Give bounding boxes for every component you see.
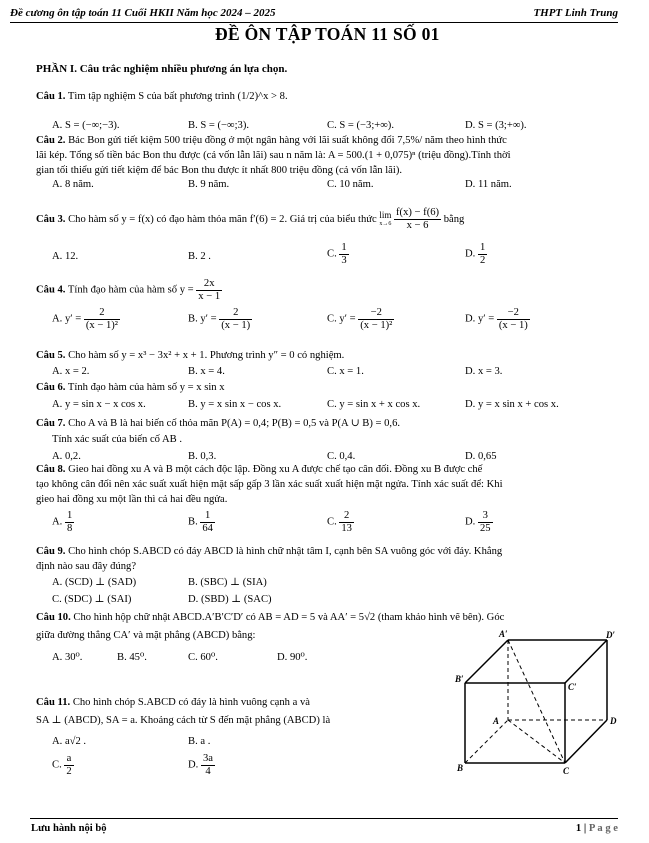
- option-b[interactable]: B. (SBC) ⊥ (SIA): [188, 577, 267, 588]
- option-b[interactable]: B. 45⁰.: [117, 652, 147, 663]
- header-rule: [10, 22, 618, 23]
- option-a[interactable]: A. x = 2.: [52, 366, 90, 377]
- vertex-label: D′: [606, 630, 616, 640]
- vertex-label: B′: [455, 674, 464, 684]
- question-label: Câu 9.: [36, 546, 66, 557]
- question-text-line-2: tạo không cân đối nên xác suất xuất hiện mặt sấp gấp 3 lần xác suất xuất hiện mặt ngửa. Tính xác suất để: Khi: [36, 479, 503, 490]
- question-label: Câu 7.: [36, 418, 66, 429]
- question-text: Tính đạo hàm của hàm số y =: [67, 284, 194, 296]
- option-b[interactable]: B. S = (−∞;3).: [188, 120, 249, 131]
- question-text: Cho hàm số y = f(x) có đạo hàm thỏa mãn f′(6) = 2. Giá trị của biểu thức: [68, 214, 377, 225]
- question-label: Câu 5.: [36, 350, 66, 361]
- section-heading: PHẦN I. Câu trắc nghiệm nhiều phương án lựa chọn.: [36, 63, 288, 75]
- option-a[interactable]: A. a√2 .: [52, 736, 87, 747]
- question-text: Tìm tập nghiệm S của bất phương trình (1/2)^x > 8.: [67, 91, 288, 102]
- option-c[interactable]: C. 10 năm.: [327, 179, 374, 190]
- option-b[interactable]: B. y′ = $\frac{2}{(x - 1)}$: [188, 307, 251, 331]
- option-c[interactable]: C. $\frac{1}{3}$: [327, 242, 347, 266]
- option-b[interactable]: B. x = 4.: [188, 366, 225, 377]
- question-text-line-2: giữa đường thẳng CA′ và mặt phẳng (ABCD) bằng:: [36, 630, 256, 641]
- question-label: Câu 11.: [36, 697, 71, 708]
- vertex-label: A: [493, 716, 500, 726]
- question-text: Tính đạo hàm của hàm số y = x sin x: [67, 382, 225, 393]
- function-fraction: $\frac{2x}{x - 1}$: [198, 278, 221, 302]
- cuboid-figure: [450, 628, 620, 778]
- question-text-line-2: SA ⊥ (ABCD), SA = a. Khoảng cách từ S đến mặt phẳng (ABCD) là: [36, 715, 331, 726]
- vertex-label: B: [457, 763, 464, 773]
- option-a[interactable]: A. 0,2.: [52, 451, 81, 462]
- option-d[interactable]: D. $\frac{3}{25}$: [465, 510, 491, 534]
- option-a[interactable]: A. 8 năm.: [52, 179, 94, 190]
- option-c[interactable]: C. S = (−3;+∞).: [327, 120, 394, 131]
- question-label: Câu 10.: [36, 612, 71, 623]
- question-label: Câu 2.: [36, 135, 66, 146]
- option-a[interactable]: A. 30⁰.: [52, 652, 83, 663]
- option-d[interactable]: D. (SBD) ⊥ (SAC): [188, 594, 272, 605]
- option-a[interactable]: A. (SCD) ⊥ (SAD): [52, 577, 137, 588]
- limit-operator: lim x→6: [379, 210, 392, 228]
- vertex-label: A′: [499, 629, 508, 639]
- option-c[interactable]: C. (SDC) ⊥ (SAI): [52, 594, 132, 605]
- question-text-line-2: Tính xác suất của biến cố AB .: [52, 434, 183, 445]
- option-c[interactable]: C. y′ = $\frac{-2}{\text{(x − 1)²}}$: [327, 307, 393, 331]
- question-text-line-1: Cho hình chóp S.ABCD có đáy ABCD là hình chữ nhật tâm I, cạnh bên SA vuông góc với đáy. Khẳng: [68, 546, 503, 557]
- option-a[interactable]: A. 12.: [52, 251, 79, 262]
- question-text: Cho A và B là hai biến cố thỏa mãn P(A) = 0,4; P(B) = 0,5 và P(A ∪ B) = 0,6.: [68, 418, 401, 429]
- option-a[interactable]: A. $\frac{1}{8}$: [52, 510, 73, 534]
- option-d[interactable]: D. S = (3;+∞).: [465, 120, 527, 131]
- option-d[interactable]: D. x = 3.: [465, 366, 503, 377]
- option-a[interactable]: A. y′ = $\frac{2}{\text{(x − 1)²}}$: [52, 307, 118, 331]
- question-label: Câu 1.: [36, 91, 66, 102]
- option-d[interactable]: D. $\frac{3a}{4}$: [188, 753, 213, 777]
- question-label: Câu 6.: [36, 382, 66, 393]
- option-c[interactable]: C. $\frac{2}{13}$: [327, 510, 352, 534]
- question-text-line-1: Cho hình hộp chữ nhật ABCD.A′B′C′D′ có AB = AD = 5 và AA′ = 5√2 (tham khảo hình vẽ bên). Góc: [73, 612, 505, 623]
- limit-fraction: $\frac{f(x) - f(6)}{x - 6}$: [396, 207, 440, 232]
- option-c[interactable]: C. y = sin x + x cos x.: [327, 399, 421, 410]
- page-title: ĐỀ ÔN TẬP TOÁN 11 SỐ 01: [215, 24, 440, 44]
- question-text-line-2: định nào sau đây đúng?: [36, 561, 137, 572]
- option-d[interactable]: D. 11 năm.: [465, 179, 512, 190]
- question-label: Câu 8.: [36, 464, 66, 475]
- option-c[interactable]: C. $\frac{a}{2}$: [52, 753, 72, 777]
- option-d[interactable]: D. 90⁰.: [277, 652, 308, 663]
- option-d[interactable]: D. 0,65: [465, 451, 497, 462]
- vertex-label: C′: [568, 682, 577, 692]
- option-b[interactable]: B. 9 năm.: [188, 179, 230, 190]
- option-c[interactable]: C. 60⁰.: [188, 652, 218, 663]
- page-number: 1 | P a g e: [575, 823, 618, 834]
- question-text-line-1: Bác Bon gửi tiết kiệm 500 triệu đồng ở một ngân hàng với lãi suất không đổi 7,5%/ năm theo hình thức: [68, 135, 507, 146]
- option-b[interactable]: B. y = x sin x − cos x.: [188, 399, 282, 410]
- vertex-label: C: [563, 766, 570, 776]
- header-right: THPT Linh Trung: [533, 7, 618, 19]
- option-c[interactable]: C. x = 1.: [327, 366, 364, 377]
- option-c[interactable]: C. 0,4.: [327, 451, 356, 462]
- question-text: Cho hàm số y = x³ − 3x² + x + 1. Phương trình y″ = 0 có nghiệm.: [68, 350, 345, 361]
- option-d[interactable]: D. $\frac{1}{2}$: [465, 242, 486, 266]
- question-label: Câu 4.: [36, 284, 66, 296]
- question-text-line-1: Gieo hai đồng xu A và B một cách độc lập. Đồng xu A được chế tạo cân đối. Đồng xu B được chế: [68, 464, 483, 475]
- footer-rule: [30, 818, 618, 819]
- vertex-label: D: [610, 716, 617, 726]
- option-b[interactable]: B. a .: [188, 736, 211, 747]
- footer-left: Lưu hành nội bộ: [31, 823, 107, 834]
- question-label: Câu 3.: [36, 214, 66, 225]
- option-b[interactable]: B. $\frac{1}{64}$: [188, 510, 213, 534]
- option-a[interactable]: A. y = sin x − x cos x.: [52, 399, 146, 410]
- question-text-line-2: lãi kép. Tổng số tiền bác Bon thu được (cả vốn lẫn lãi) sau n năm là: A = 500.(1 + 0,075)ⁿ (triệu đồng).Tính thời: [36, 150, 511, 161]
- option-b[interactable]: B. 2 .: [188, 251, 211, 262]
- option-a[interactable]: A. S = (−∞;−3).: [52, 120, 120, 131]
- option-b[interactable]: B. 0,3.: [188, 451, 217, 462]
- question-text-line-3: gieo hai đồng xu một lần thì cả hai đều ngửa.: [36, 494, 228, 505]
- question-text-line-1: Cho hình chóp S.ABCD có đáy là hình vuông cạnh a và: [72, 697, 310, 708]
- question-text-line-3: gian tối thiểu gửi tiết kiệm để bác Bon thu được ít nhất 800 triệu đồng (cả vốn lẫn lãi).: [36, 165, 403, 176]
- header-left: Đề cương ôn tập toán 11 Cuối HKII Năm học 2024 – 2025: [10, 7, 276, 19]
- question-text-end: bằng: [443, 214, 465, 225]
- option-d[interactable]: D. y = x sin x + cos x.: [465, 399, 559, 410]
- option-d[interactable]: D. y′ = $\frac{-2}{(x - 1)}$: [465, 307, 528, 331]
